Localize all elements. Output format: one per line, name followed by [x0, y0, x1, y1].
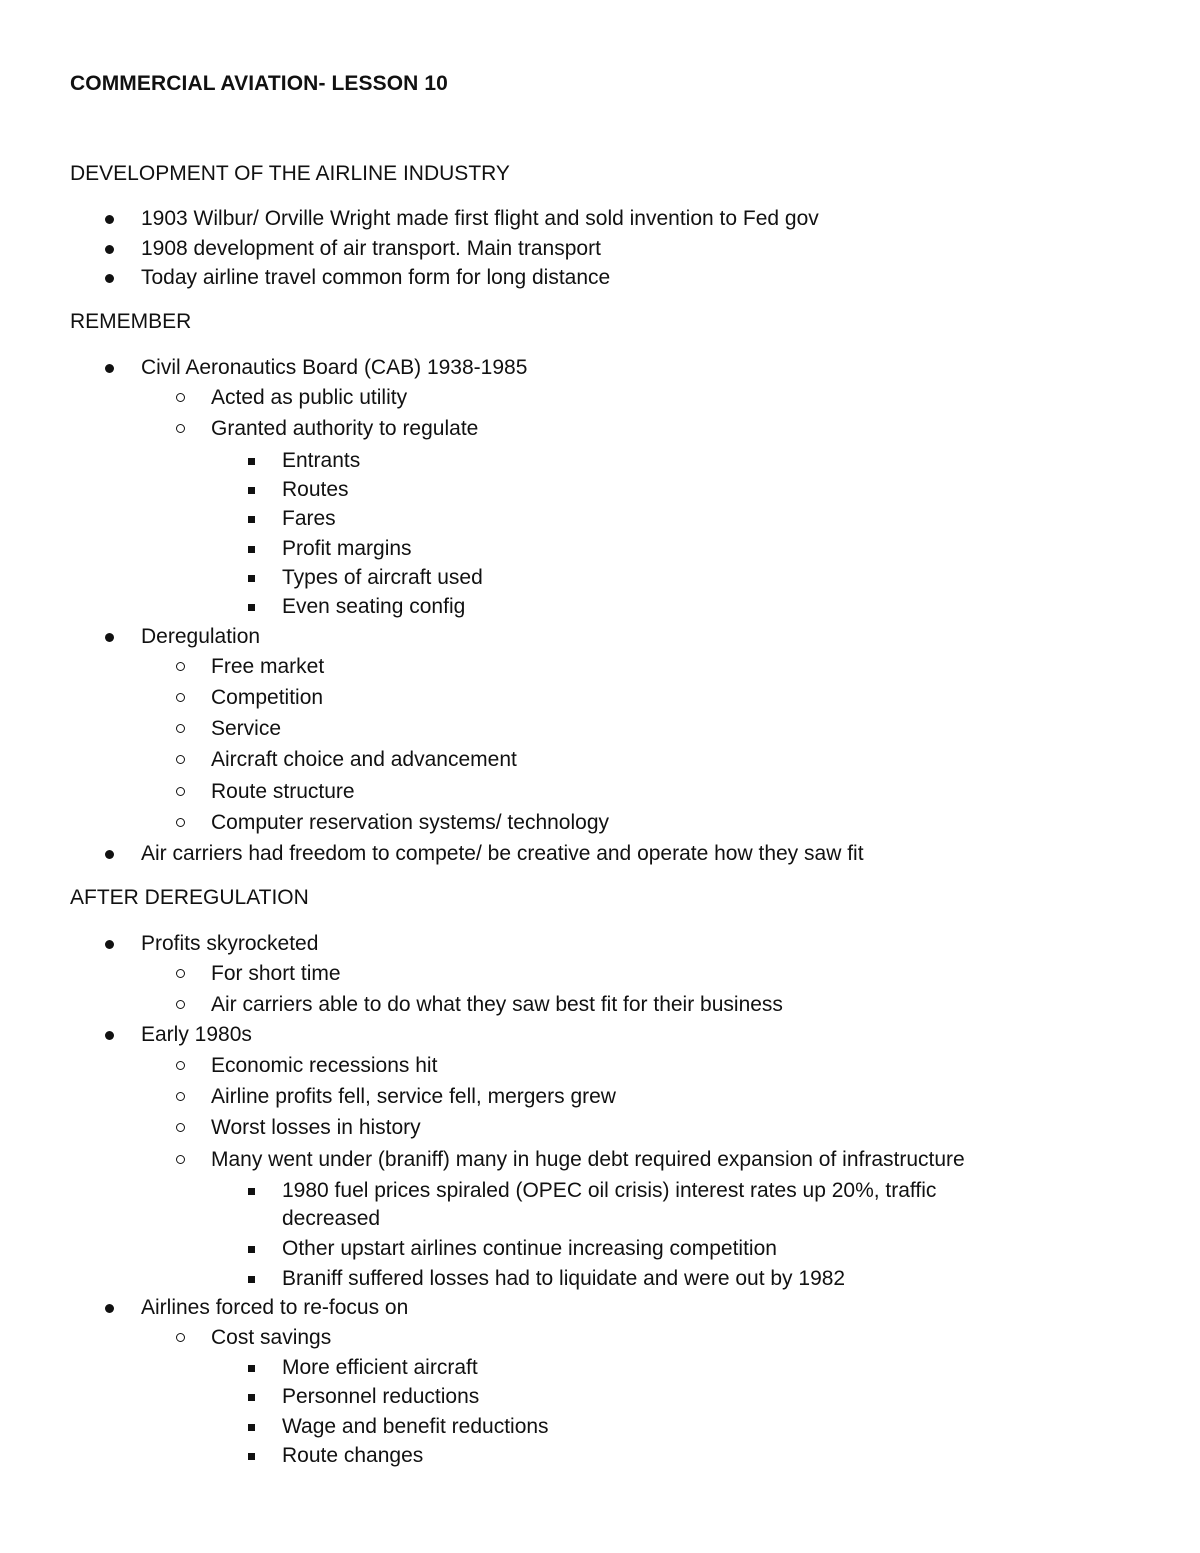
section-heading-development: DEVELOPMENT OF THE AIRLINE INDUSTRY	[70, 162, 510, 185]
bullet-icon	[105, 364, 114, 373]
list-item: 1908 development of air transport. Main transport	[141, 236, 601, 262]
list-item: Cost savings	[211, 1325, 331, 1351]
list-item: 1903 Wilbur/ Orville Wright made first flight and sold invention to Fed gov	[141, 206, 819, 232]
square-bullet-icon	[248, 1276, 255, 1283]
list-item: Other upstart airlines continue increasing competition	[282, 1236, 777, 1262]
list-item: Profits skyrocketed	[141, 931, 318, 957]
list-item: Aircraft choice and advancement	[211, 747, 517, 773]
list-item: For short time	[211, 961, 341, 987]
section-heading-after: AFTER DEREGULATION	[70, 886, 309, 909]
square-bullet-icon	[248, 546, 255, 553]
circle-bullet-icon	[176, 787, 185, 796]
section-heading-remember: REMEMBER	[70, 310, 192, 333]
circle-bullet-icon	[176, 1000, 185, 1009]
circle-bullet-icon	[176, 693, 185, 702]
bullet-icon	[105, 245, 114, 254]
square-bullet-icon	[248, 1394, 255, 1401]
document-title: COMMERCIAL AVIATION- LESSON 10	[70, 72, 448, 95]
bullet-icon	[105, 850, 114, 859]
bullet-icon	[105, 215, 114, 224]
circle-bullet-icon	[176, 662, 185, 671]
circle-bullet-icon	[176, 969, 185, 978]
bullet-icon	[105, 1304, 114, 1313]
list-item: 1980 fuel prices spiraled (OPEC oil crisis) interest rates up 20%, traffic	[282, 1178, 936, 1204]
list-item: Many went under (braniff) many in huge debt required expansion of infrastructure	[211, 1147, 965, 1173]
square-bullet-icon	[248, 516, 255, 523]
circle-bullet-icon	[176, 1333, 185, 1342]
list-item: Braniff suffered losses had to liquidate and were out by 1982	[282, 1266, 845, 1292]
list-item: Early 1980s	[141, 1022, 252, 1048]
list-item: Competition	[211, 685, 323, 711]
list-item: Acted as public utility	[211, 385, 407, 411]
list-item: Fares	[282, 506, 336, 532]
list-item: Deregulation	[141, 624, 260, 650]
list-item: Economic recessions hit	[211, 1053, 437, 1079]
bullet-icon	[105, 633, 114, 642]
circle-bullet-icon	[176, 1061, 185, 1070]
circle-bullet-icon	[176, 1123, 185, 1132]
circle-bullet-icon	[176, 724, 185, 733]
circle-bullet-icon	[176, 424, 185, 433]
list-item: Airlines forced to re-focus on	[141, 1295, 408, 1321]
bullet-icon	[105, 274, 114, 283]
list-item: More efficient aircraft	[282, 1355, 478, 1381]
square-bullet-icon	[248, 1188, 255, 1195]
square-bullet-icon	[248, 1453, 255, 1460]
list-item: Air carriers had freedom to compete/ be creative and operate how they saw fit	[141, 841, 864, 867]
list-item: Granted authority to regulate	[211, 416, 478, 442]
square-bullet-icon	[248, 1424, 255, 1431]
list-item: Air carriers able to do what they saw best fit for their business	[211, 992, 783, 1018]
list-item: Types of aircraft used	[282, 565, 483, 591]
list-item: Service	[211, 716, 281, 742]
list-item: Free market	[211, 654, 324, 680]
list-item: Airline profits fell, service fell, mergers grew	[211, 1084, 616, 1110]
list-item: Routes	[282, 477, 349, 503]
square-bullet-icon	[248, 458, 255, 465]
list-item: Even seating config	[282, 594, 465, 620]
list-item: Personnel reductions	[282, 1384, 479, 1410]
square-bullet-icon	[248, 604, 255, 611]
list-item: Civil Aeronautics Board (CAB) 1938-1985	[141, 355, 527, 381]
circle-bullet-icon	[176, 1155, 185, 1164]
square-bullet-icon	[248, 1246, 255, 1253]
circle-bullet-icon	[176, 755, 185, 764]
square-bullet-icon	[248, 487, 255, 494]
list-item: Route structure	[211, 779, 355, 805]
list-item: Worst losses in history	[211, 1115, 421, 1141]
circle-bullet-icon	[176, 818, 185, 827]
list-item: Entrants	[282, 448, 360, 474]
list-item-continuation: decreased	[282, 1207, 381, 1230]
list-item: Computer reservation systems/ technology	[211, 810, 609, 836]
list-item: Profit margins	[282, 536, 412, 562]
square-bullet-icon	[248, 575, 255, 582]
circle-bullet-icon	[176, 393, 185, 402]
list-item: Route changes	[282, 1443, 423, 1469]
list-item: Today airline travel common form for long distance	[141, 265, 610, 291]
square-bullet-icon	[248, 1365, 255, 1372]
list-item: Wage and benefit reductions	[282, 1414, 549, 1440]
bullet-icon	[105, 1031, 114, 1040]
bullet-icon	[105, 940, 114, 949]
circle-bullet-icon	[176, 1092, 185, 1101]
